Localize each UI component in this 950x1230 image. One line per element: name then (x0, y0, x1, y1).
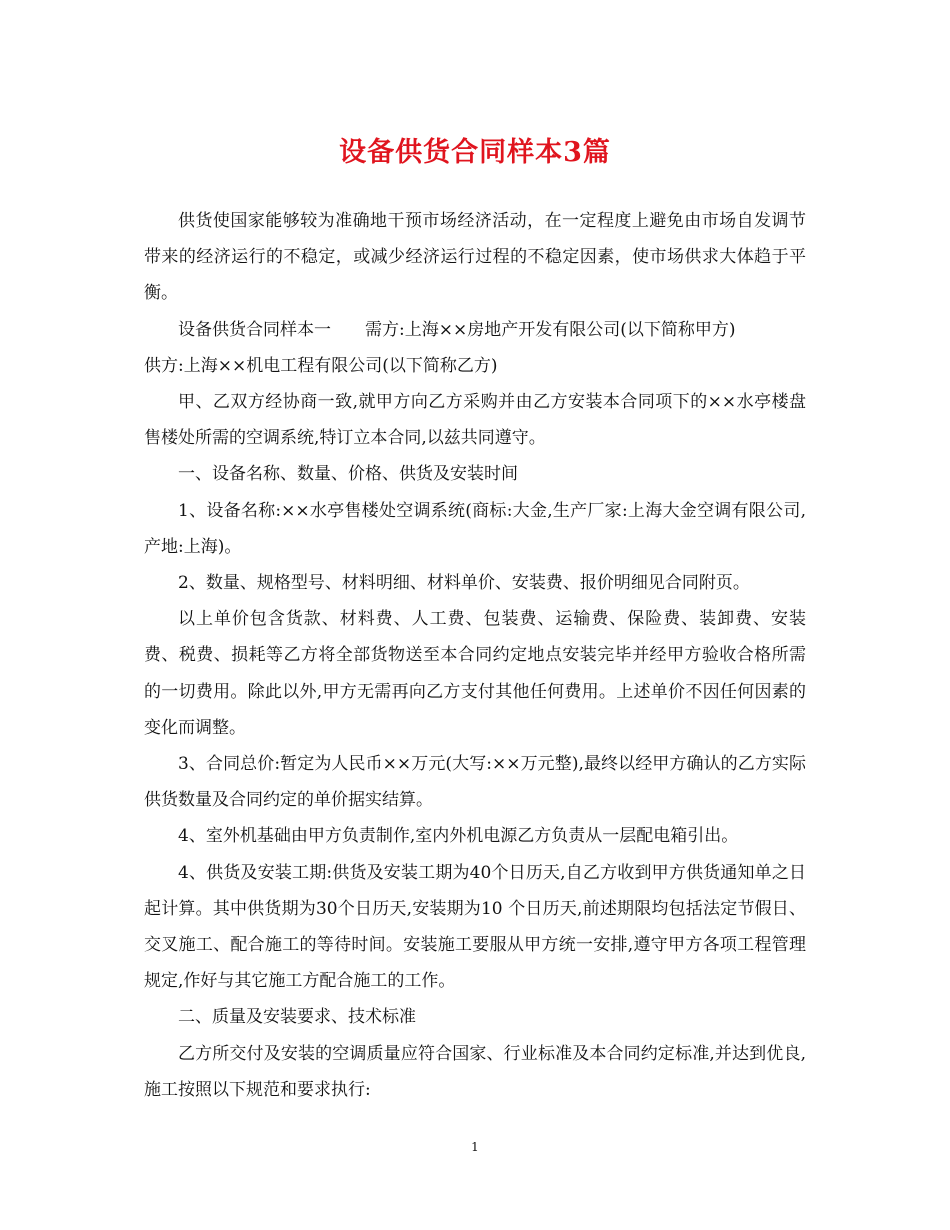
paragraph: 一、设备名称、数量、价格、供货及安装时间 (178, 464, 518, 485)
paragraph: 供方:上海××机电工程有限公司(以下简称乙方) (144, 355, 498, 376)
paragraph: 3、合同总价:暂定为人民币××万元(大写:××万元整),最终以经甲方确认的乙方实际供货数量及合同约定的单价据实结算。 (144, 754, 806, 811)
paragraph: 设备供货合同样本一 需方:上海××房地产开发有限公司(以下简称甲方) (178, 319, 736, 340)
page-number: 1 (471, 1140, 479, 1154)
paragraph: 2、数量、规格型号、材料明细、材料单价、安装费、报价明细见合同附页。 (178, 573, 750, 594)
paragraph: 甲、乙双方经协商一致,就甲方向乙方采购并由乙方安装本合同项下的××水亭楼盘售楼处所需的空调系统,特订立本合同,以兹共同遵守。 (144, 392, 806, 449)
paragraph: 4、室外机基础由甲方负责制作,室内外机电源乙方负责从一层配电箱引出。 (178, 826, 739, 847)
paragraph: 4、供货及安装工期:供货及安装工期为40个日历天,自乙方收到甲方供货通知单之日起计算。其中供货期为30个日历天,安装期为10 个日历天,前述期限均包括法定节假日、交叉施工、配合施工的等待时间。安装施工要服从甲方统一安排,遵守甲方各项工程管理规定,作好与其它施工方配合施工的工作。 (144, 862, 806, 992)
paragraph: 供货使国家能够较为准确地干预市场经济活动，在一定程度上避免由市场自发调节带来的经济运行的不稳定，或减少经济运行过程的不稳定因素，使市场供求大体趋于平衡。 (144, 211, 806, 304)
document-body (144, 203, 806, 1108)
paragraph: 以上单价包含货款、材料费、人工费、包装费、运输费、保险费、装卸费、安装费、税费、损耗等乙方将全部货物送至本合同约定地点安装完毕并经甲方验收合格所需的一切费用。除此以外,甲方无需再向乙方支付其他任何费用。上述单价不因任何因素的变化而调整。 (144, 609, 806, 738)
document-title: 设备供货合同样本3篇 (339, 137, 611, 168)
paragraph: 1、设备名称:××水亭售楼处空调系统(商标:大金,生产厂家:上海大金空调有限公司,产地:上海)。 (144, 500, 806, 557)
paragraph: 二、质量及安装要求、技术标准 (178, 1007, 416, 1028)
paragraph: 乙方所交付及安装的空调质量应符合国家、行业标准及本合同约定标准,并达到优良,施工按照以下规范和要求执行: (144, 1043, 806, 1100)
